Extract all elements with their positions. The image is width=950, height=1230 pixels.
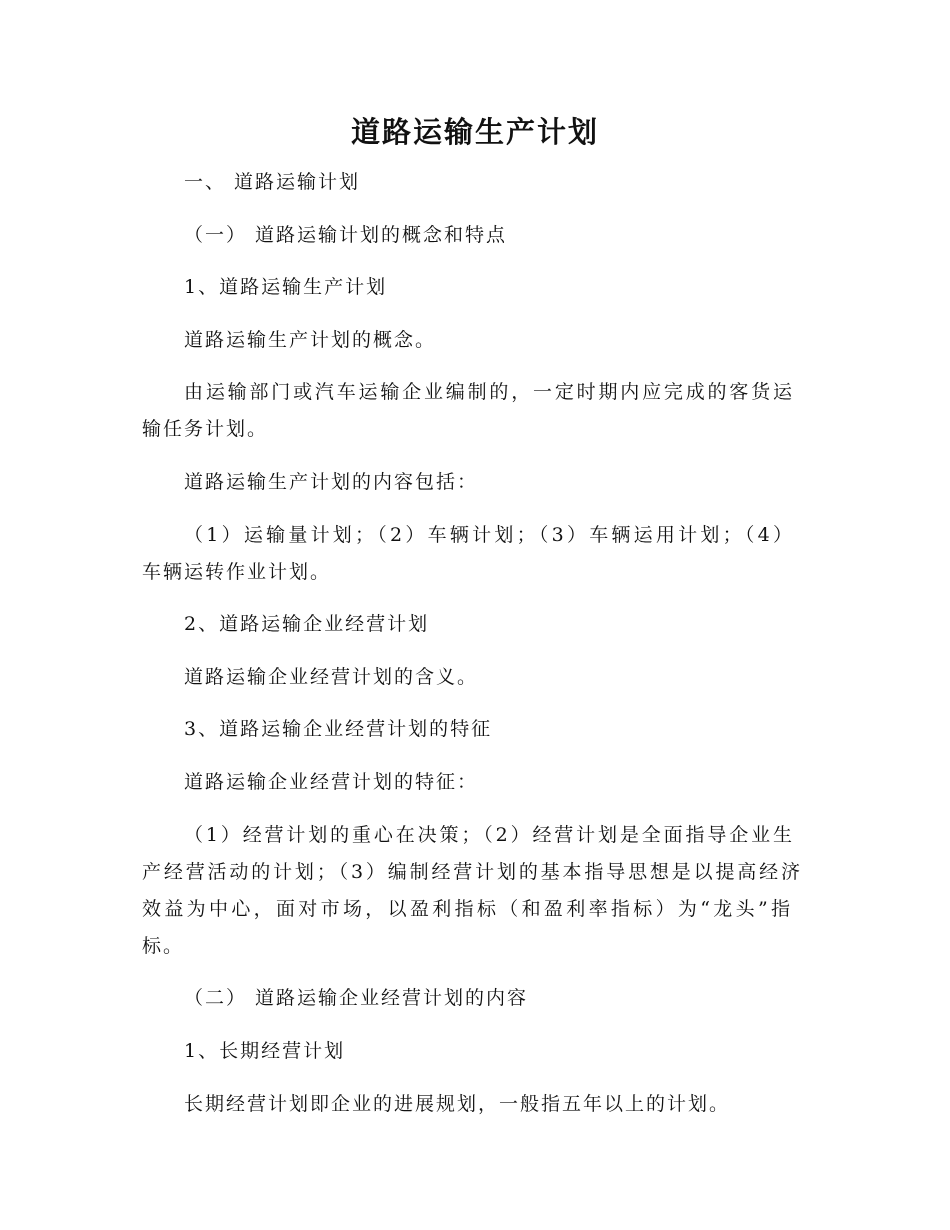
paragraph-line: 由运输部门或汽车运输企业编制的，一定时期内应完成的客货运: [184, 381, 794, 403]
subsection-heading-1: （一） 道路运输计划的概念和特点: [184, 224, 508, 246]
paragraph-line: 车辆运转作业计划。: [142, 561, 332, 583]
document-title: 道路运输生产计划: [350, 115, 599, 149]
item-heading-4: 1、长期经营计划: [184, 1040, 346, 1062]
item-heading-2: 2、道路运输企业经营计划: [184, 613, 430, 635]
paragraph-line: 道路运输企业经营计划的特征：: [184, 771, 479, 793]
paragraph-line: （1）运输量计划；（2）车辆计划；（3）车辆运用计划；（4）: [184, 524, 794, 546]
paragraph-line: 道路运输企业经营计划的含义。: [184, 666, 479, 688]
section-heading-1: 一、 道路运输计划: [184, 171, 361, 193]
item-heading-3: 3、道路运输企业经营计划的特征: [184, 718, 493, 740]
paragraph-line: 道路运输生产计划的内容包括：: [184, 471, 479, 493]
paragraph-line: 输任务计划。: [142, 418, 269, 440]
paragraph-line: 效益为中心，面对市场，以盈利指标（和盈利率指标）为“龙头”指: [142, 898, 792, 920]
paragraph-line: 道路运输生产计划的概念。: [184, 329, 437, 351]
paragraph-line: （1）经营计划的重心在决策；（2）经营计划是全面指导企业生: [184, 824, 794, 846]
paragraph-line: 产经营活动的计划；（3）编制经营计划的基本指导思想是以提高经济: [142, 861, 802, 883]
paragraph-line: 标。: [142, 935, 185, 957]
paragraph-line: 长期经营计划即企业的进展规划，一般指五年以上的计划。: [184, 1093, 731, 1115]
subsection-heading-2: （二） 道路运输企业经营计划的内容: [184, 987, 529, 1009]
item-heading-1: 1、道路运输生产计划: [184, 276, 388, 298]
